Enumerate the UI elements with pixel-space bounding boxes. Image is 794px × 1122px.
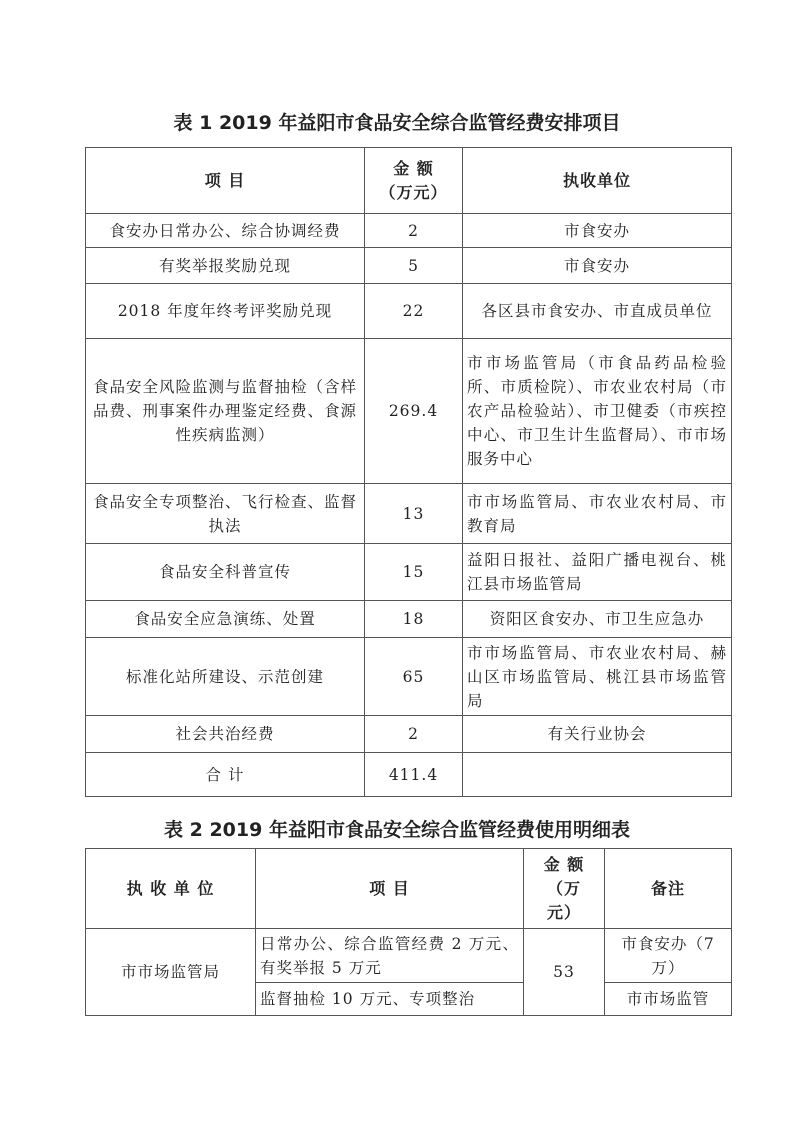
table-row — [86, 638, 732, 716]
table1-header — [86, 148, 732, 214]
table1-body — [85, 213, 732, 797]
table1-title: 表 1 2019 年益阳市食品安全综合监管经费安排项目 — [173, 112, 621, 134]
header-unit: 执收单位 — [463, 148, 732, 214]
item-cell: 2018 年度年终考评奖励兑现 — [86, 284, 365, 339]
header-amount: 金 额（万元） — [524, 849, 605, 929]
item-cell: 食品安全专项整治、飞行检查、监督执法 — [86, 484, 365, 544]
header-item: 项 目 — [256, 849, 524, 929]
unit-cell: 市市场监管局、市农业农村局、市教育局 — [463, 484, 732, 544]
table-row — [86, 601, 732, 638]
amount-cell: 65 — [365, 638, 463, 716]
unit-cell: 市市场监管局 — [86, 929, 256, 1016]
amount-cell: 2 — [365, 716, 463, 753]
amount-cell: 18 — [365, 601, 463, 638]
amount-cell: 22 — [365, 284, 463, 339]
amount-cell: 13 — [365, 484, 463, 544]
unit-cell: 有关行业协会 — [463, 716, 732, 753]
item-cell: 有奖举报奖励兑现 — [86, 248, 365, 284]
amount-cell: 269.4 — [365, 339, 463, 484]
unit-cell — [463, 753, 732, 797]
table-row — [86, 248, 732, 284]
table2-header — [86, 849, 732, 929]
table-row — [86, 214, 732, 248]
header-note: 备注 — [605, 849, 732, 929]
amount-cell: 411.4 — [365, 753, 463, 797]
table2 — [85, 848, 732, 1016]
item-cell: 日常办公、综合监管经费 2 万元、有奖举报 5 万元 — [256, 929, 524, 983]
unit-cell: 市市场监管局（市食品药品检验所、市质检院）、市农业农村局（市农产品检验站）、市卫健委（市疾控中心、市卫生计生监督局）、市市场服务中心 — [463, 339, 732, 484]
item-cell: 食安办日常办公、综合协调经费 — [86, 214, 365, 248]
amount-cell: 5 — [365, 248, 463, 284]
note-cell: 市食安办（7 万） — [605, 929, 732, 983]
table-row — [86, 753, 732, 797]
table1 — [85, 147, 732, 214]
unit-cell: 各区县市食安办、市直成员单位 — [463, 284, 732, 339]
unit-cell: 市食安办 — [463, 248, 732, 284]
table-row — [86, 716, 732, 753]
unit-cell: 市食安办 — [463, 214, 732, 248]
amount-cell: 2 — [365, 214, 463, 248]
item-cell: 食品安全科普宣传 — [86, 544, 365, 601]
item-cell: 监督抽检 10 万元、专项整治 — [256, 983, 524, 1016]
amount-cell: 15 — [365, 544, 463, 601]
table-row — [86, 484, 732, 544]
table-row — [86, 339, 732, 484]
table2-title: 表 2 2019 年益阳市食品安全综合监管经费使用明细表 — [164, 819, 630, 841]
item-cell: 标准化站所建设、示范创建 — [86, 638, 365, 716]
unit-cell: 益阳日报社、益阳广播电视台、桃江县市场监管局 — [463, 544, 732, 601]
table-row — [86, 284, 732, 339]
item-cell: 社会共治经费 — [86, 716, 365, 753]
unit-cell: 资阳区食安办、市卫生应急办 — [463, 601, 732, 638]
amount-cell: 53 — [524, 929, 605, 1016]
table-row — [86, 544, 732, 601]
item-cell: 合 计 — [86, 753, 365, 797]
header-unit: 执 收 单 位 — [86, 849, 256, 929]
item-cell: 食品安全应急演练、处置 — [86, 601, 365, 638]
item-cell: 食品安全风险监测与监督抽检（含样品费、刑事案件办理鉴定经费、食源性疾病监测） — [86, 339, 365, 484]
table-row — [86, 929, 732, 983]
unit-cell: 市市场监管局、市农业农村局、赫山区市场监管局、桃江县市场监管局 — [463, 638, 732, 716]
header-item: 项 目 — [86, 148, 365, 214]
header-amount: 金 额 （万元） — [365, 148, 463, 214]
note-cell: 市市场监管 — [605, 983, 732, 1016]
